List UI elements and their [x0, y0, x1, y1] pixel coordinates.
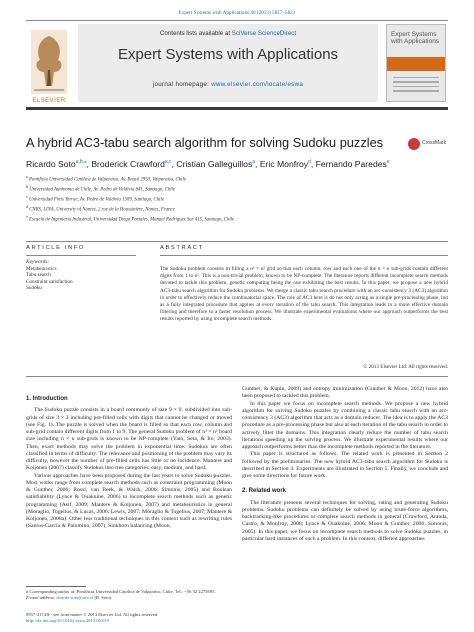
abstract-text: The Sudoku problem consists in filling a n² × n² grid so that each column, row and each one of the n × n sub-grids contain different digits from 1 to n². This is a non-trivial problem, known to be NP-complete. The literature reports different incomplete search methods devoted to tackle this problem, genetic computing being the one exhibiting the best results. In this paper, we propose a new hybrid AC3-tabu search algorithm for Sudoku problems. We merge a classic tabu search procedure with an arc-consistency 3 (AC3) algorithm in order to effectively reduce the combinatorial space. The role of AC3 here is do not only acting as a single pre-processing phase, but as a fully integrated procedure that applies at every iteration of the tabu search. This integration leads to a more effective domain filtering and therefore to a faster resolution process. We illustrate experimental evaluations where our approach outperforms the best results reported by using incomplete search methods. — [160, 266, 448, 323]
header-top-rule — [26, 20, 448, 21]
affiliation-item: $^b$ Universidad Autónoma de Chile, Av. Pedro de Valdivia 641, Santiago, Chile — [26, 183, 176, 193]
section-heading-introduction: 1. Introduction — [26, 396, 68, 402]
cover-title: Expert Systems with Applications — [391, 31, 440, 45]
paragraph: Various approaches have been proposed during the last years to solve Sudoku puzzles. Most works range from complete search methods such as constraint programming (Moon & Gunther, 2006; Rossi, van Beek, & Walsh, 2006; Simonis, 2005) and Boolean satisfiability (Lynce & Ouaknine, 2006) to incomplete search methods such as genetic programming (Asif, 2009; Mantere & Koljonen, 2007) and metaheuristics in general (Moraglio, Togelius, & Lucas, 2006; Lewis, 2007; Moraglio & Togelius, 2007; Mantere & Koljonen, 2008a). Other less traditional techniques in this context such as rewriting rules (Santos-García & Palomino, 2007), Sinkhorn balancing (Moon, — [26, 472, 232, 530]
affiliation-item: $^e$ Escuela de Ingeniería Industrial, Universidad Diego Portales, Manuel Rodríguez Sur 415, Santiago, Chile — [26, 213, 235, 223]
publication-meta — [26, 612, 232, 624]
homepage-line — [78, 81, 378, 88]
keyword: Metaheuristics — [26, 266, 57, 272]
author-sup[interactable]: e — [386, 159, 390, 166]
paragraph: In this paper we focus on incomplete search methods. We propose a new hybrid algorithm for solving Sudoku puzzles by combining a classic tabu search with an arc-consistency 3 (AC3) algorithm that acts as a domain reducer. The idea is to apply the AC3 procedure as a pre-processing phase but also at each iteration of the tabu search in order to actively filter the domains. This integration clearly reduce the number of tabu search iterations speeding up the solving process. We illustrate experimental results where our approach outperforms better than the incomplete methods reported in the literature. — [242, 400, 448, 450]
sciencedirect-link[interactable]: SciVerse ScienceDirect — [231, 30, 297, 37]
author-name[interactable]: Fernando Paredes — [315, 159, 387, 169]
abstract-heading: ABSTRACT — [160, 245, 204, 251]
homepage-prefix: journal homepage: — [152, 81, 212, 88]
crossmark-label: CrossMark — [422, 140, 447, 146]
email-line: E-mail address: ricardo.soto@ucv.cl (R. Soto). — [26, 595, 113, 600]
keywords-label: Keywords: — [26, 259, 50, 265]
paragraph: This paper is structured as follows. The related work is presented in Section 2 followed by the preliminaries. The new hybrid AC3-tabu search algorithm for Sudoku is described in Section 4. Experiments are illustrated in Section 5. Finally, we conclude and give some directions for future work. — [242, 451, 448, 479]
elsevier-wordmark: ELSEVIER — [32, 98, 66, 104]
keyword: Sudoku — [26, 284, 42, 291]
keyword: Constraint satisfaction — [26, 278, 73, 285]
footnotes — [26, 589, 232, 601]
keywords-list — [26, 266, 136, 291]
contents-prefix: Contents lists available at — [159, 30, 232, 37]
author-sup[interactable]: a,c — [164, 159, 172, 166]
article-info-heading: ARTICLE INFO — [26, 245, 86, 251]
author-sup[interactable]: a — [252, 159, 256, 166]
crossmark-icon — [408, 138, 420, 150]
section-heading-related-work: 2. Related work — [242, 488, 287, 495]
corresponding-author-note: ⁎ Corresponding author at: Pontificia Universidad Católica de Valparaíso, Chile. Tel.: +56 32 2273695. — [26, 589, 216, 594]
paragraph: The literature presents several techniques for solving, rating and generating Sudoku problems. Sudoku problems can definitely be solved by using brute-force algorithms, backtracking-like procedures or complete search methods in general (Crawford, Aranda, Castro, & Monfroy, 2008; Lynce & Ouaknine, 2006; Moon & Gunther, 2006; Simonis, 2005). In this paper, we focus on incomplete search methods to solve Sudoku puzzles, in particular hard instances of such a problem. In this context, different approaches — [242, 499, 448, 542]
cover-band — [387, 57, 445, 71]
issn-line: 0957-4174/$ - see front matter © 2013 Elsevier Ltd. All rights reserved. — [26, 612, 159, 617]
keyword: Tabu search — [26, 272, 51, 279]
journal-cover-thumbnail — [386, 24, 446, 102]
doi-link[interactable]: http://dx.doi.org/10.1016/j.eswa.2013.05.019 — [26, 618, 109, 623]
footnote-rule — [26, 586, 86, 587]
affiliation-item: $^d$ CNRS, LINA, University of Nantes, 2 rue de la Houssinière, Nantes, France — [26, 203, 175, 213]
email-link[interactable]: ricardo.soto@ucv.cl — [56, 595, 94, 600]
abstract-copyright: © 2013 Elsevier Ltd. All rights reserved. — [363, 364, 448, 370]
journal-header — [26, 20, 448, 109]
homepage-link[interactable]: www.elsevier.com/locate/eswa — [211, 81, 304, 88]
author-name[interactable]: Eric Monfroy — [259, 159, 309, 169]
journal-title: Expert Systems with Applications — [117, 46, 339, 63]
author-sup[interactable]: d — [308, 159, 311, 166]
contents-line — [78, 30, 378, 37]
paragraph: The Sudoku puzzle consists in a board commonly of size 9 × 9, subdivided into sub-grids of size 3 × 3 including pre-filled cells with digits that cannot be changed or moved (see Fig. 1). The puzzle is solved when the board is filled so that each row, column and sub-grid contain different digits from 1 to 9. The general Sudoku problem of n² × n² board size including n × n sub-grids is known to be NP-complete (Yato, Seta, & Ito, 2003). Then, exact methods may solve the problem in exponential time. Sudokus are often classified in terms of difficulty. The relevance and positioning of the problem may vary its difficulty, however the number of pre-filled cells has little or no incidence. Mantere and Koljonen (2007) classify Sudokus into tree categories: easy, medium, and hard. — [26, 407, 232, 472]
author-name[interactable]: Broderick Crawford — [91, 159, 165, 169]
author-name[interactable]: Cristian Galleguillos — [176, 159, 253, 169]
journal-reference[interactable]: Expert Systems with Applications 40 (2013) 5817–5821 — [178, 10, 296, 16]
affiliation-item: $^c$ Universidad Finis Terrae, Av. Pedro de Valdivia 1509, Santiago, Chile — [26, 193, 164, 203]
cover-lines — [393, 77, 439, 95]
elsevier-tree-logo — [28, 26, 70, 98]
author-sup[interactable]: a,b,⁎ — [75, 159, 87, 166]
affiliation-item: $^a$ Pontificia Universidad Católica de Valparaíso, Av. Brasil 2950, Valparaíso, Chile — [26, 174, 186, 183]
author-name[interactable]: Ricardo Soto — [26, 159, 76, 169]
author-list: Ricardo Soto$^{a,b,⁎}$, Broderick Crawford$^{a,c}$, Cristian Galleguillos$^a$, Eric Monfroy$^d$, Fernando Paredes$^e$ — [26, 159, 390, 169]
divider — [26, 241, 448, 242]
header-bottom-rule — [26, 107, 448, 110]
paragraph: Gunther, & Kupin, 2009) and entropy minimization (Gunther & Moon, 2012) have also been proposed to tackled this problem. — [242, 386, 448, 400]
right-column — [242, 386, 448, 543]
divider — [26, 255, 136, 256]
affiliation-list — [26, 174, 446, 223]
paper-title: A hybrid AC3-tabu search algorithm for solving Sudoku puzzles — [26, 135, 384, 150]
journal-banner — [78, 24, 378, 102]
left-column — [26, 392, 232, 531]
crossmark-badge[interactable] — [408, 138, 448, 154]
divider — [26, 376, 448, 377]
divider — [160, 255, 448, 256]
